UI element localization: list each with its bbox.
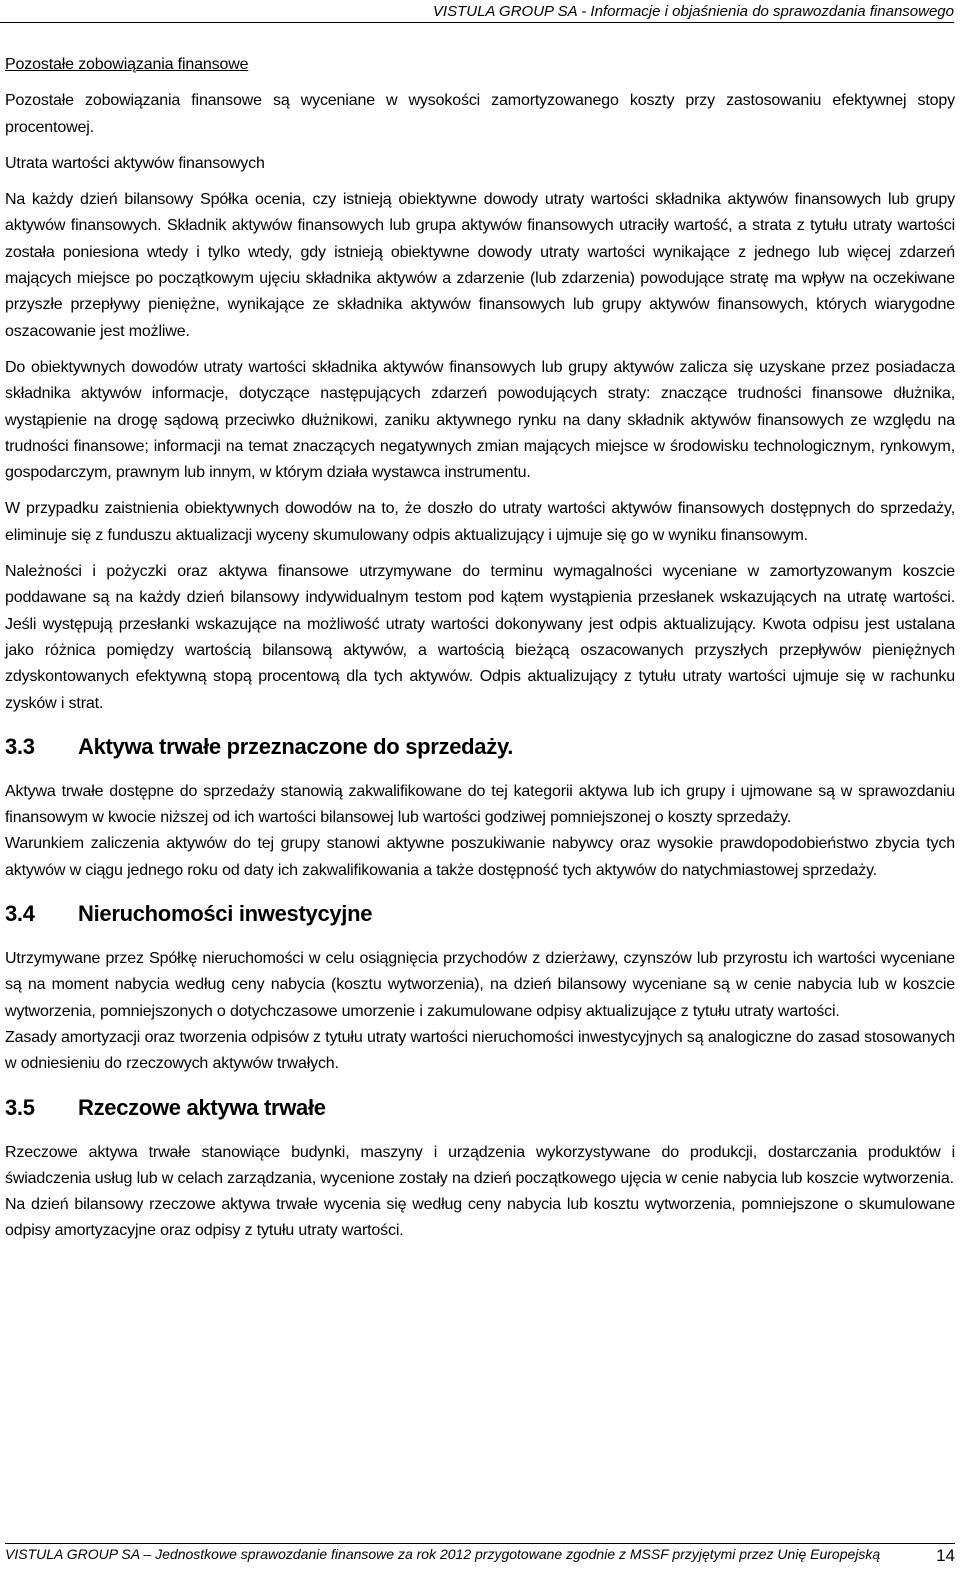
- section-title: Aktywa trwałe przeznaczone do sprzedaży.: [78, 733, 514, 759]
- document-body: [5, 52, 955, 1245]
- subheading-other-liabilities: Pozostałe zobowiązania finansowe: [5, 56, 249, 73]
- paragraph: Na każdy dzień bilansowy Spółka ocenia, czy istnieją obiektywne dowody utraty wartości składnika aktywów finansowych lub grupy aktywów finansowych. Składnik aktywów finansowych lub grupa aktywów finansowych utraciły wartość, a strata z tytułu utraty wartości została poniesiona wtedy i tylko wtedy, gdy istnieją obiektywne dowody utraty wartości wynikające z jednego lub więcej zdarzeń mających miejsce po początkowym ujęciu składnika aktywów a zdarzenie (lub zdarzenia) powodujące stratę ma wpływ na oczekiwane przyszłe przepływy pieniężne, wynikające ze składnika aktywów finansowych lub grupy aktywów finansowych, których wiarygodne oszacowanie jest możliwe.: [5, 191, 955, 340]
- section-heading-3-5: [5, 1094, 955, 1122]
- section-heading-3-4: [5, 900, 955, 928]
- paragraph: Na dzień bilansowy rzeczowe aktywa trwałe wycenia się według ceny nabycia lub kosztu wytworzenia, pomniejszone o skumulowane odpisy amortyzacyjne oraz odpisy z tytułu utraty wartości.: [5, 1196, 955, 1240]
- paragraph: Warunkiem zaliczenia aktywów do tej grupy stanowi aktywne poszukiwanie nabywcy oraz wysokie prawdopodobieństwo zbycia tych aktywów w ciągu jednego roku od daty ich zakwalifikowania a także dostępność tych aktywów do natychmiastowej sprzedaży.: [5, 835, 955, 879]
- subheading-impairment: Utrata wartości aktywów finansowych: [5, 154, 265, 172]
- section-number: 3.3: [5, 733, 35, 759]
- page-footer: [5, 1543, 955, 1565]
- paragraph: Do obiektywnych dowodów utraty wartości składnika aktywów finansowych lub grupy aktywów zalicza się uzyskane przez posiadacza składnika aktywów informacje, dotyczące następujących zdarzeń powodujących straty: znaczące trudności finansowe dłużnika, wystąpienie na drogę sądową przeciwko dłużnikowi, zaniku aktywnego rynku na dany składnik aktywów finansowych ze względu na trudności finansowe; informacji na temat znaczących negatywnych zmian mających miejsce w środowisku technologicznym, rynkowym, gospodarczym, prawnym lub innym, w którym działa wystawca instrumentu.: [5, 358, 955, 482]
- section-title: Rzeczowe aktywa trwałe: [78, 1094, 326, 1120]
- footer-text: VISTULA GROUP SA – Jednostkowe sprawozdanie finansowe za rok 2012 przygotowane zgodnie z MSSF przyjętymi przez Unię Europejską: [5, 1546, 881, 1562]
- paragraph: Utrzymywane przez Spółkę nieruchomości w celu osiągnięcia przychodów z dzierżawy, czynszów lub przyrostu ich wartości wyceniane są na moment nabycia według ceny nabycia (kosztu wytworzenia), na dzień bilansowy wyceniane są w cenie nabycia lub w koszcie wytworzenia, pomniejszonych o dotychczasowe umorzenie i zakumulowane odpisy aktualizujące z tytułu utraty wartości.: [5, 950, 955, 1020]
- paragraph: Należności i pożyczki oraz aktywa finansowe utrzymywane do terminu wymagalności wyceniane w zamortyzowanym koszcie poddawane są na każdy dzień bilansowy indywidualnym testom pod kątem wystąpienia przesłanek wskazujących na utratę wartości. Jeśli występują przesłanki wskazujące na możliwość utraty wartości dokonywany jest odpis aktualizujący. Kwota odpisu jest ustalana jako różnica pomiędzy wartością bilansową aktywów, a wartością bieżącą oszacowanych przyszłych przepływów pieniężnych zdyskontowanych efektywną stopą procentową dla tych aktywów. Odpis aktualizujący z tytułu utraty wartości ujmuje się w rachunku zysków i strat.: [5, 563, 955, 712]
- paragraph: W przypadku zaistnienia obiektywnych dowodów na to, że doszło do utraty wartości aktywów finansowych dostępnych do sprzedaży, eliminuje się z funduszu aktualizacji wyceny skumulowany odpis aktualizujący i ujmuje się go w wyniku finansowym.: [5, 500, 955, 544]
- paragraph: Aktywa trwałe dostępne do sprzedaży stanowią zakwalifikowane do tej kategorii aktywa lub ich grupy i ujmowane są w sprawozdaniu finansowym w kwocie niższej od ich wartości bilansowej lub wartości godziwej pomniejszonej o koszty sprzedaży.: [5, 782, 955, 827]
- section-title: Nieruchomości inwestycyjne: [78, 901, 373, 927]
- paragraph: Pozostałe zobowiązania finansowe są wyceniane w wysokości zamortyzowanego koszty przy zastosowaniu efektywnej stopy procentowej.: [5, 92, 955, 136]
- paragraph: Rzeczowe aktywa trwałe stanowiące budynki, maszyny i urządzenia wykorzystywane do produkcji, dostarczania produktów i świadczenia usług lub w celach zarządzania, wycenione zostały na dzień początkowego ujęcia w cenie nabycia lub koszcie wytworzenia.: [5, 1143, 955, 1187]
- section-heading-3-3: [5, 733, 955, 761]
- paragraph: Zasady amortyzacji oraz tworzenia odpisów z tytułu utraty wartości nieruchomości inwestycyjnych są analogiczne do zasad stosowanych w odniesieniu do rzeczowych aktywów trwałych.: [5, 1028, 955, 1073]
- page-number: 14: [936, 1546, 955, 1565]
- section-number: 3.4: [5, 901, 35, 927]
- section-number: 3.5: [5, 1094, 35, 1120]
- page-header: VISTULA GROUP SA - Informacje i objaśnienia do sprawozdania finansowego: [0, 3, 954, 23]
